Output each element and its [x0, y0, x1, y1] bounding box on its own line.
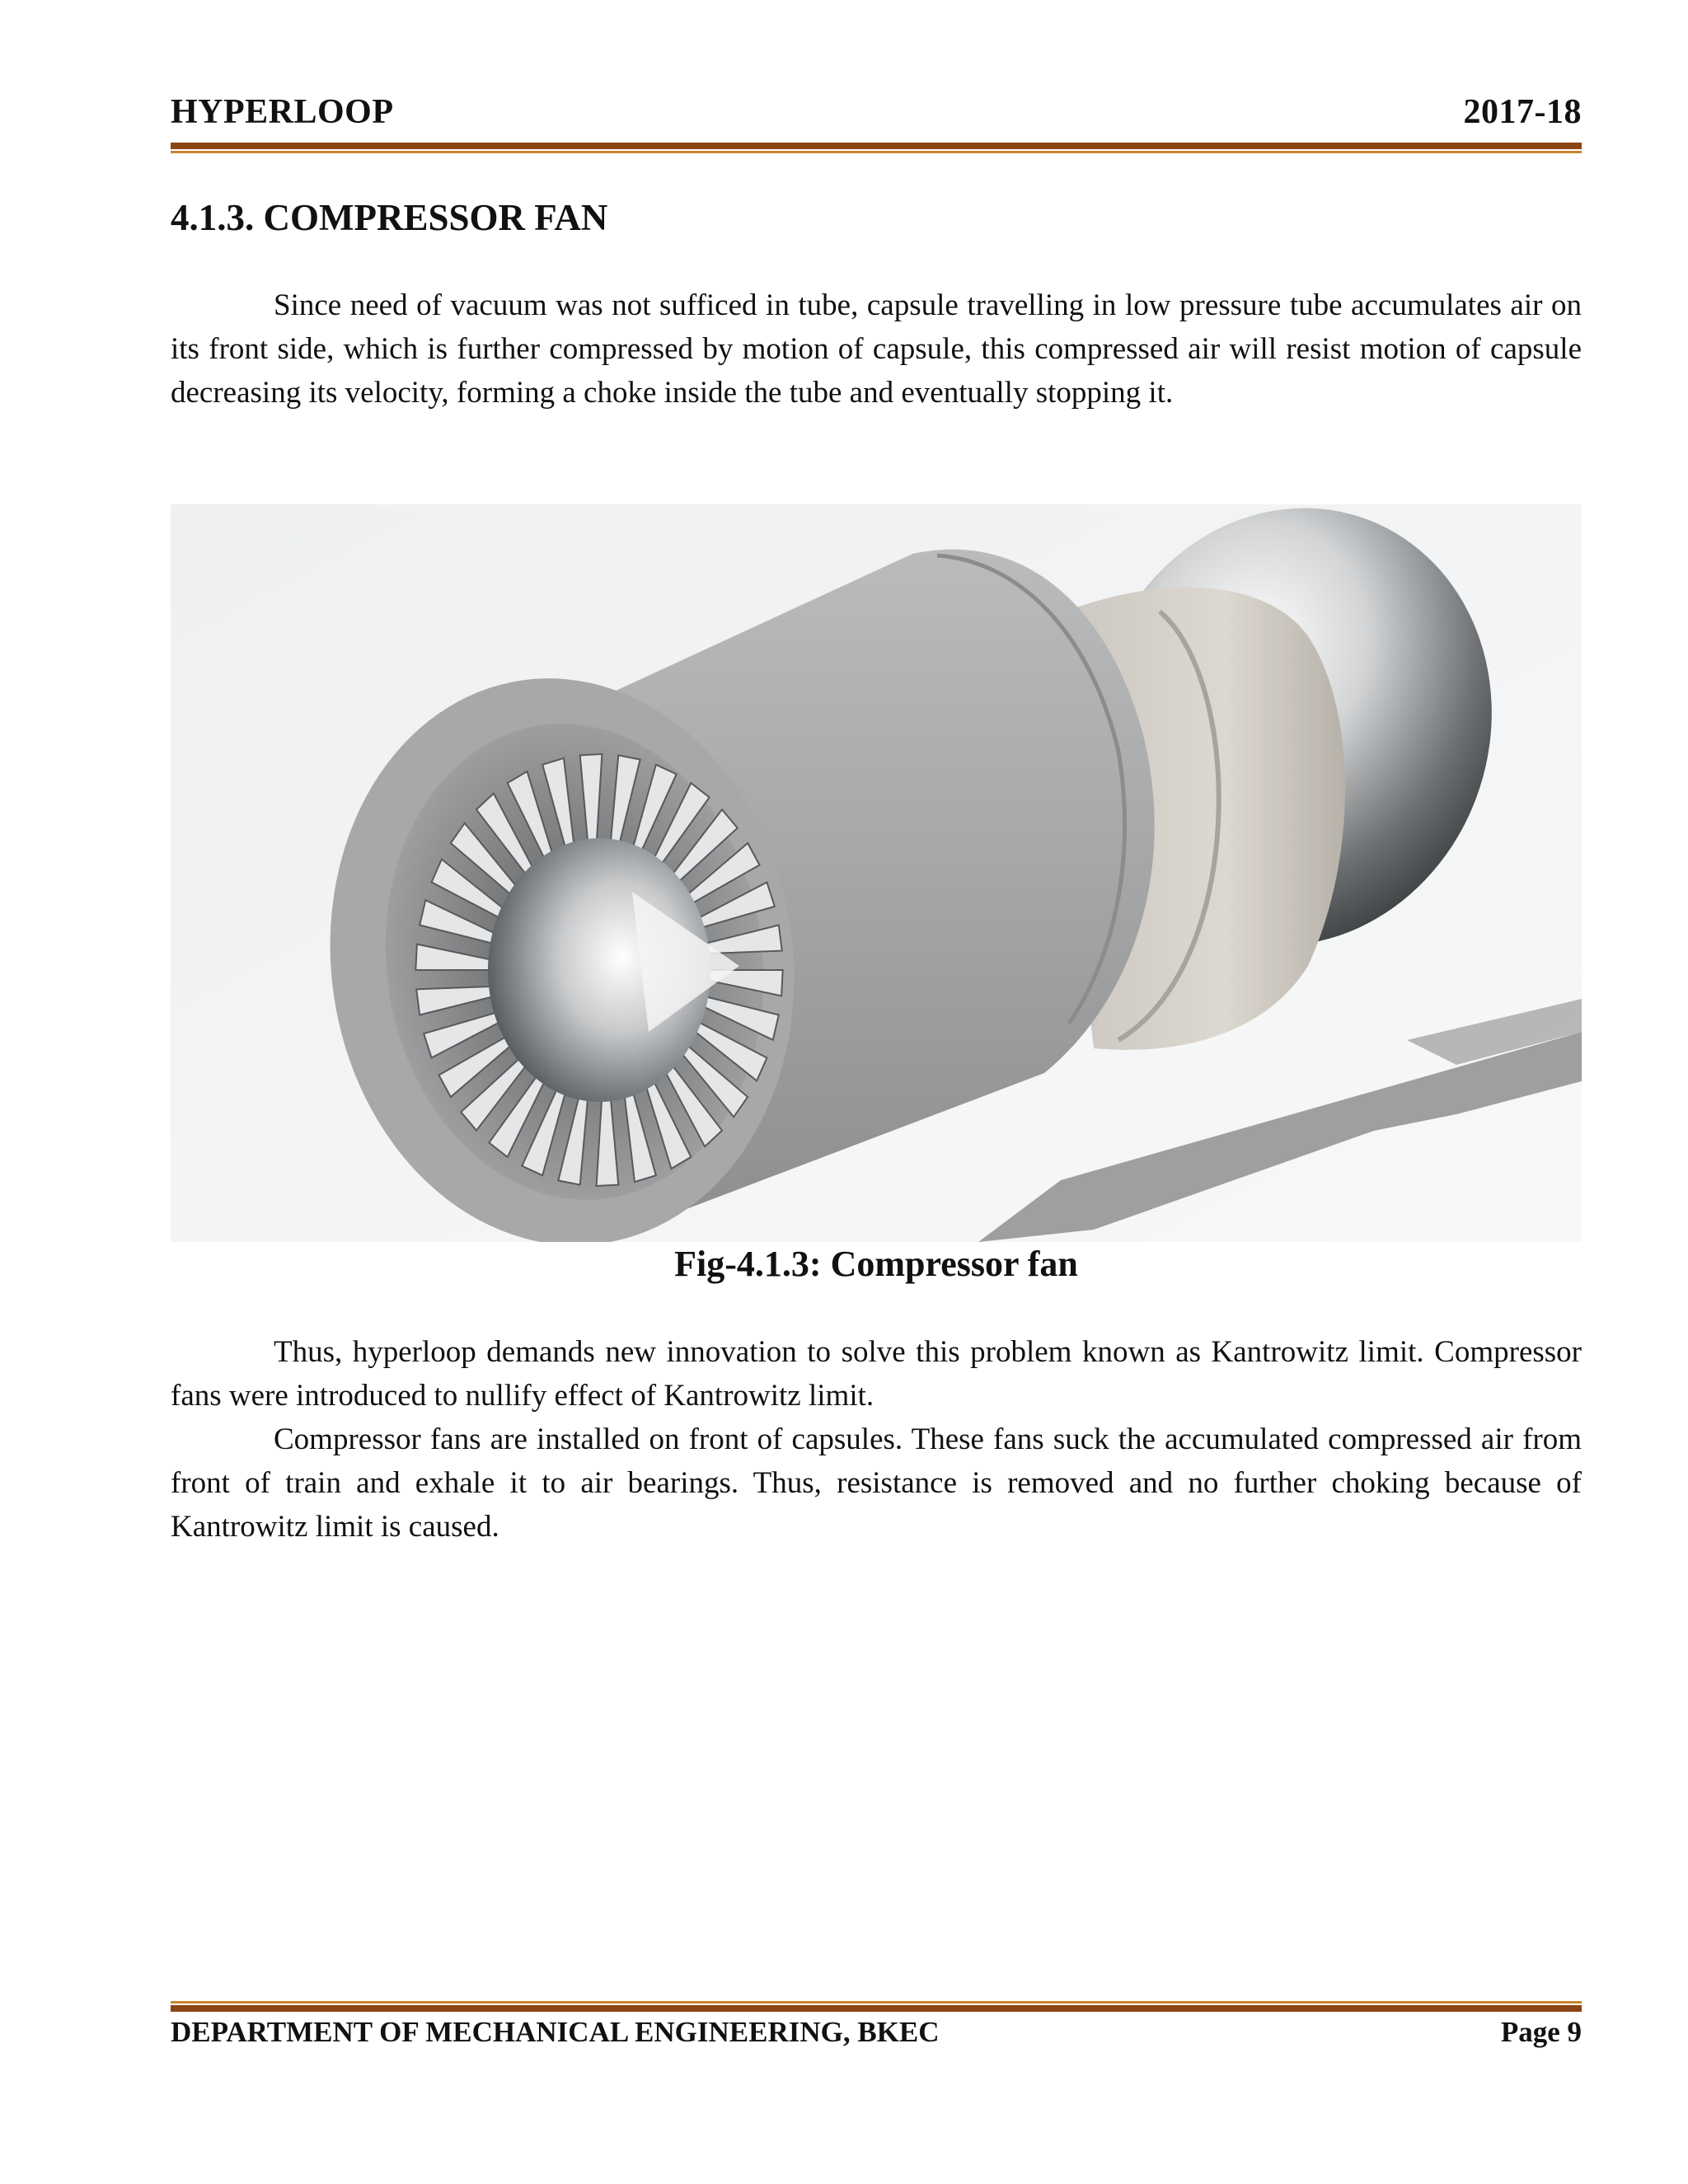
- running-header-title: HYPERLOOP: [171, 93, 394, 131]
- footer-rule-thin: [171, 2001, 1582, 2004]
- paragraph-kantrowitz: Thus, hyperloop demands new innovation to solve this problem known as Kantrowitz limit. Compressor fans were introduced to nullify effect of Kantrowitz limit.: [171, 1335, 1582, 1413]
- compressor-fan-illustration: [171, 504, 1582, 1242]
- section-title: 4.1.3. COMPRESSOR FAN: [171, 197, 608, 238]
- header-rule-thick: [171, 143, 1582, 149]
- footer-department: DEPARTMENT OF MECHANICAL ENGINEERING, BKEC: [171, 2016, 940, 2048]
- footer-page-number: Page 9: [1500, 2016, 1582, 2048]
- paragraph-intro: Since need of vacuum was not sufficed in tube, capsule travelling in low pressure tube accumulates air on its front side, which is further compressed by motion of capsule, this compressed air will resist motion of capsule decreasing its velocity, forming a choke inside the tube and eventually stopping it.: [171, 288, 1582, 410]
- running-header-year: 2017-18: [1463, 93, 1582, 131]
- paragraph-installation: Compressor fans are installed on front of capsules. These fans suck the accumulated compressed air from front of train and exhale it to air bearings. Thus, resistance is removed and no further choking because of Kantrowitz limit is caused.: [171, 1422, 1582, 1544]
- header-rule-thin: [171, 151, 1582, 153]
- figure-caption: Fig-4.1.3: Compressor fan: [674, 1244, 1078, 1284]
- compressor-fan-figure: [171, 504, 1582, 1242]
- footer-rule-thick: [171, 2005, 1582, 2012]
